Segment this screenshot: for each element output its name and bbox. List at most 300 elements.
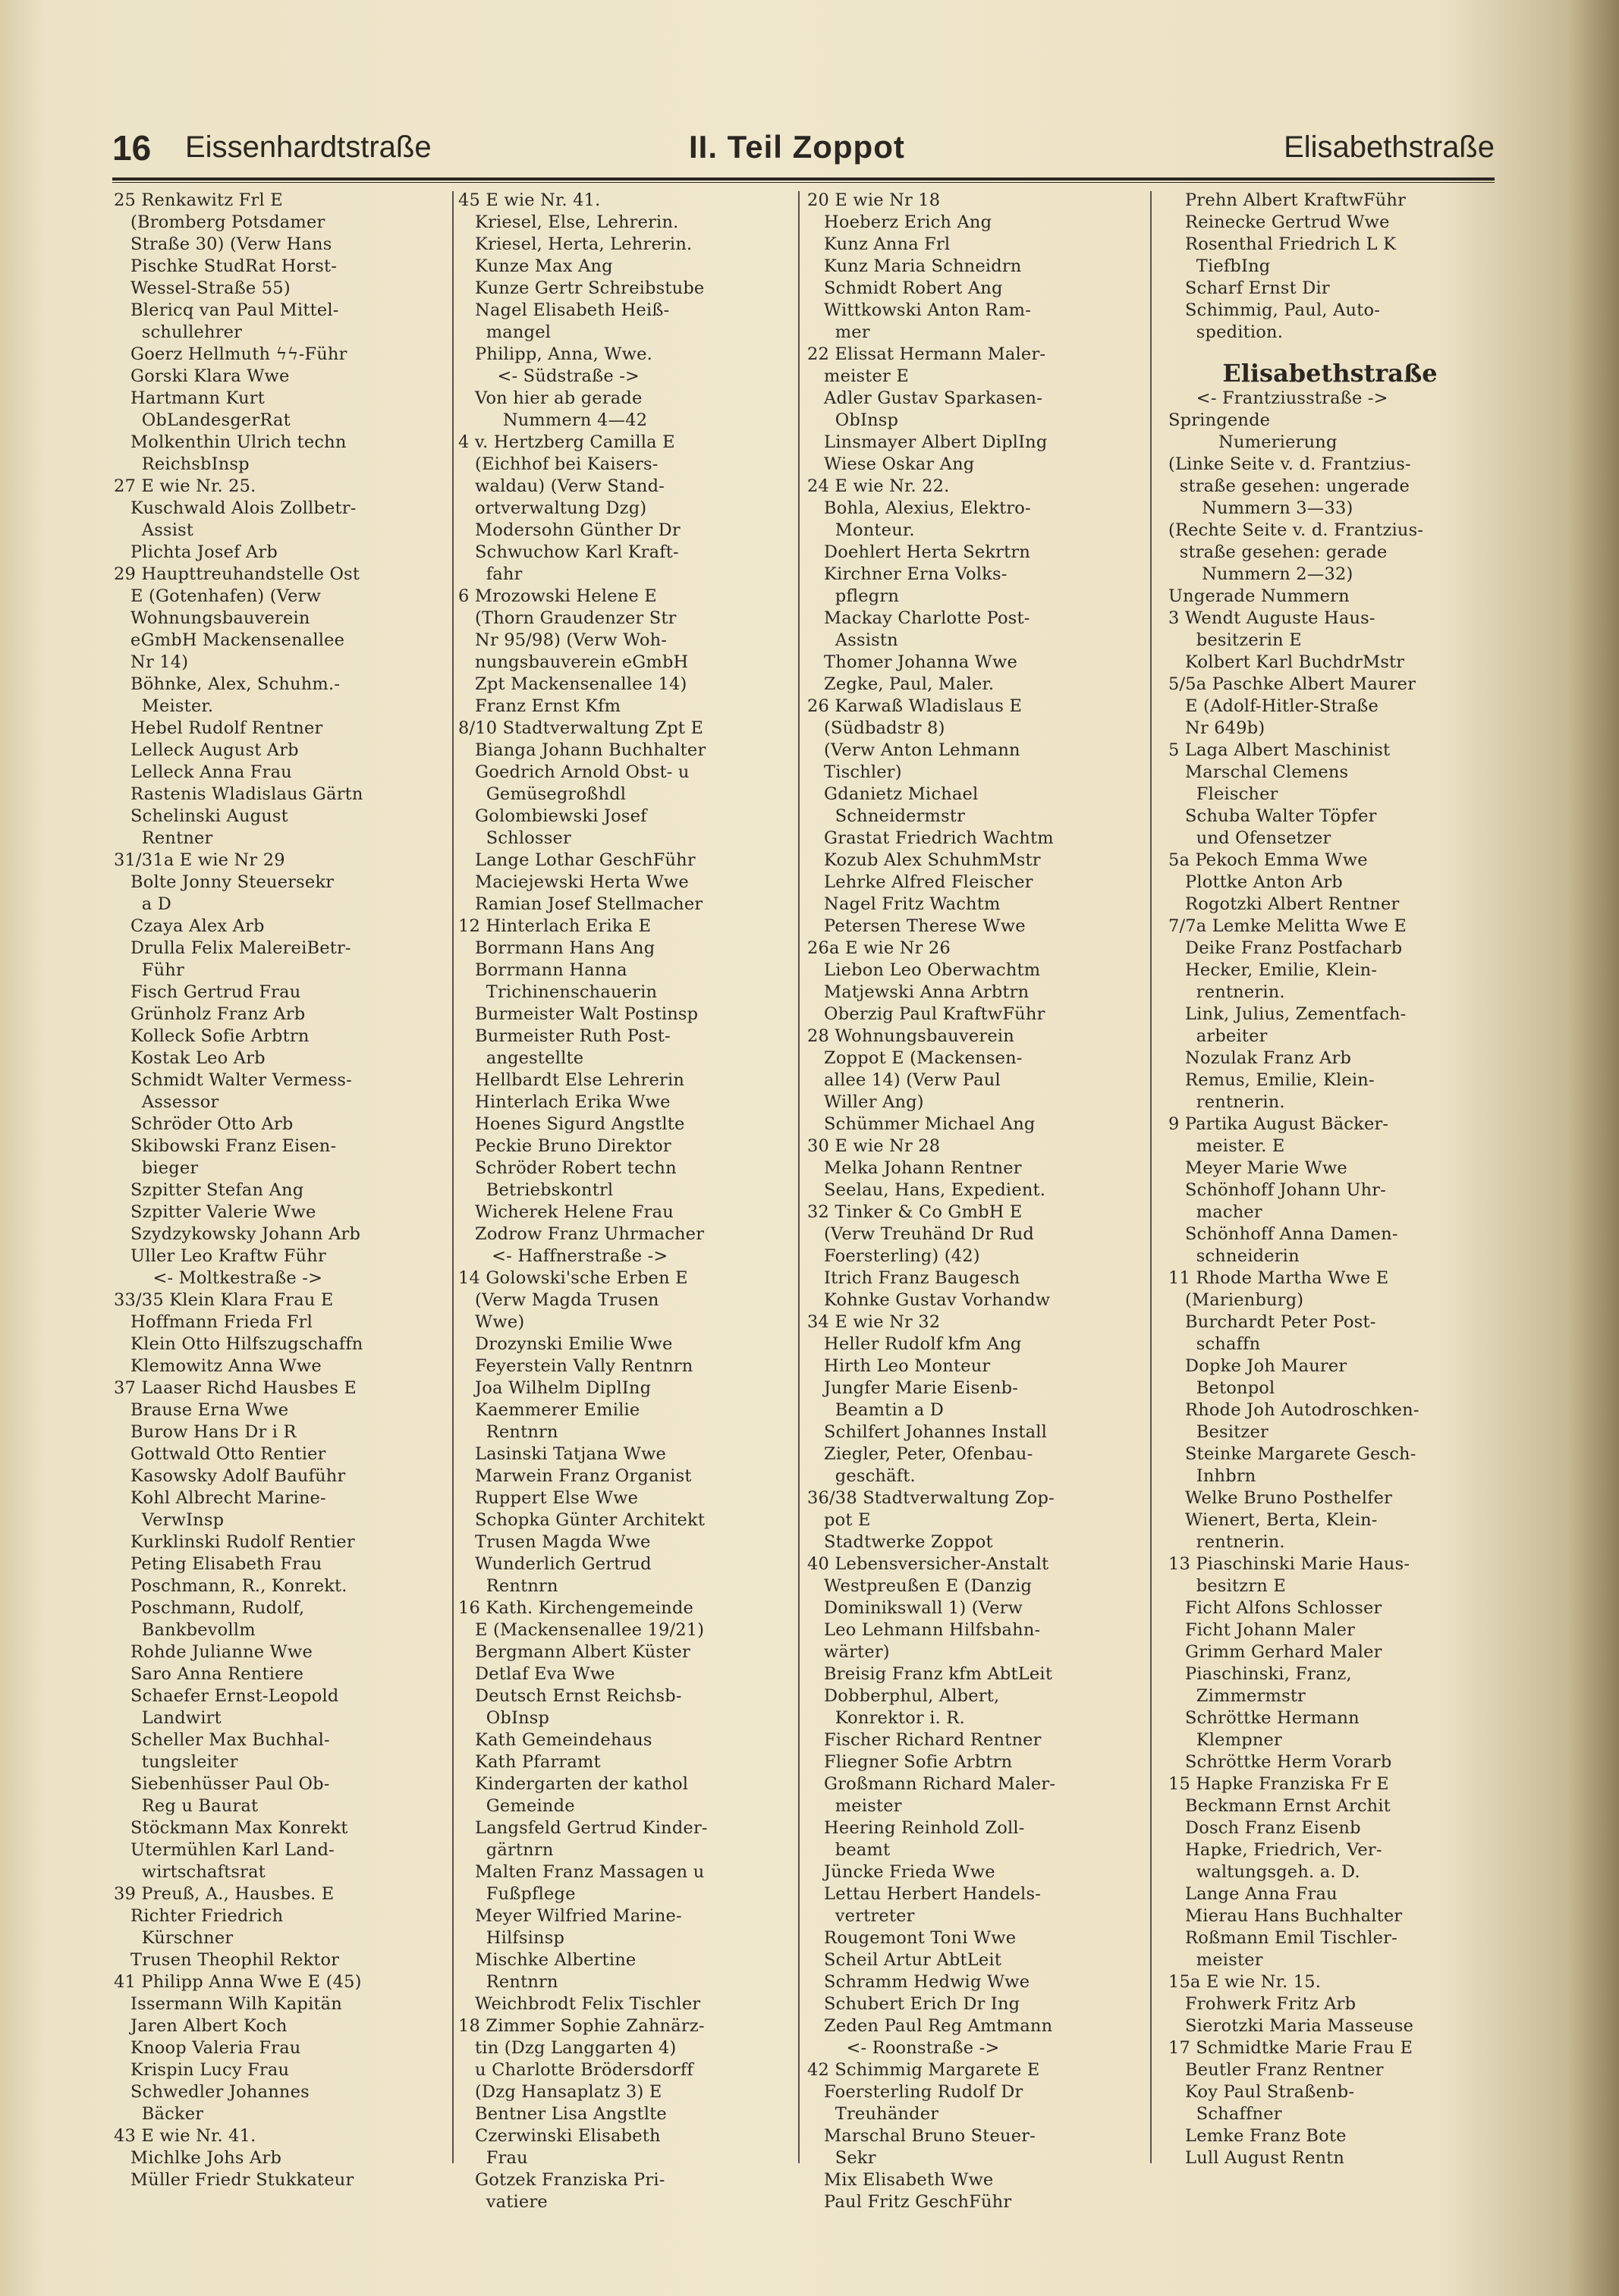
header-rule <box>112 177 1495 181</box>
directory-line: 28 Wohnungsbauverein <box>807 1026 1014 1046</box>
directory-line: Foersterling) (42) <box>807 1246 980 1266</box>
directory-line: Hapke, Friedrich, Ver- <box>1168 1840 1382 1860</box>
directory-line: Wienert, Berta, Klein- <box>1168 1510 1378 1530</box>
directory-line: (Rechte Seite v. d. Frantzius- <box>1168 520 1424 540</box>
directory-line: Wwe) <box>458 1312 525 1332</box>
directory-line: Borrmann Hans Ang <box>458 938 655 958</box>
directory-line: Kohnke Gustav Vorhandw <box>807 1290 1051 1310</box>
directory-line: 37 Laaser Richd Hausbes E <box>114 1378 357 1398</box>
directory-line: Utermühlen Karl Land- <box>114 1840 335 1860</box>
directory-line: Hebel Rudolf Rentner <box>114 718 323 738</box>
directory-line: Nagel Elisabeth Heiß- <box>458 300 670 320</box>
directory-line: besitzerin E <box>1168 630 1302 650</box>
directory-line: Fußpflege <box>458 1884 576 1904</box>
directory-line: Philipp, Anna, Wwe. <box>458 344 652 364</box>
directory-line: nungsbauverein eGmbH <box>458 652 689 672</box>
directory-line: (Linke Seite v. d. Frantzius- <box>1168 454 1411 474</box>
directory-line: Willer Ang) <box>807 1092 924 1112</box>
directory-line: ObLandesgerRat <box>114 410 291 430</box>
directory-line: Sekr <box>807 2148 876 2168</box>
directory-line: Drozynski Emilie Wwe <box>458 1334 673 1354</box>
directory-line: schneiderin <box>1168 1246 1300 1266</box>
directory-line: Michlke Johs Arb <box>114 2148 282 2168</box>
directory-line: Matjewski Anna Arbtrn <box>807 982 1030 1002</box>
directory-line: Tischler) <box>807 762 902 782</box>
directory-line: Klempner <box>1168 1730 1282 1750</box>
directory-line: Bankbevollm <box>114 1620 256 1640</box>
directory-line: E (Gotenhafen) (Verw <box>114 586 322 606</box>
directory-line: Breisig Franz kfm AbtLeit <box>807 1664 1053 1684</box>
directory-line: Welke Bruno Posthelfer <box>1168 1488 1393 1508</box>
directory-line: meister. E <box>1168 1136 1285 1156</box>
directory-line: ortverwaltung Dzg) <box>458 498 647 518</box>
directory-line: Bergmann Albert Küster <box>458 1642 690 1662</box>
directory-line: Prehn Albert KraftwFühr <box>1168 190 1407 210</box>
directory-line: Beckmann Ernst Archit <box>1168 1796 1391 1816</box>
directory-line: Mackay Charlotte Post- <box>807 608 1030 628</box>
directory-line: Heller Rudolf kfm Ang <box>807 1334 1022 1354</box>
directory-line: Schaffner <box>1168 2104 1282 2124</box>
directory-line: Lettau Herbert Handels- <box>807 1884 1042 1904</box>
directory-line: Schneidermstr <box>807 806 966 826</box>
directory-line: Lange Lothar GeschFühr <box>458 850 696 870</box>
directory-line: 5a Pekoch Emma Wwe <box>1168 850 1368 870</box>
directory-line: Nummern 4—42 <box>458 410 648 430</box>
directory-line: Siebenhüsser Paul Ob- <box>114 1774 330 1794</box>
directory-line: E (Adolf-Hitler-Straße <box>1168 696 1379 716</box>
directory-line: 32 Tinker & Co GmbH E <box>807 1202 1023 1222</box>
directory-line: Rentnrn <box>458 1422 558 1442</box>
directory-line: Mierau Hans Buchhalter <box>1168 1906 1403 1926</box>
directory-line: Schubert Erich Dr Ing <box>807 1994 1020 2014</box>
directory-line: (Verw Magda Trusen <box>458 1290 659 1310</box>
directory-line: Kuschwald Alois Zollbetr- <box>114 498 357 518</box>
directory-line: Kozub Alex SchuhmMstr <box>807 850 1041 870</box>
directory-line: <- Moltkestraße -> <box>114 1268 323 1288</box>
directory-line: Rastenis Wladislaus Gärtn <box>114 784 363 804</box>
directory-line: Nagel Fritz Wachtm <box>807 894 1001 914</box>
directory-line: Hoenes Sigurd Angstlte <box>458 1114 685 1134</box>
directory-line: Lull August Rentn <box>1168 2148 1345 2168</box>
directory-line: Peting Elisabeth Frau <box>114 1554 322 1574</box>
directory-line: Trusen Theophil Rektor <box>114 1950 340 1970</box>
directory-line: Dosch Franz Eisenb <box>1168 1818 1361 1838</box>
directory-line: Malten Franz Massagen u <box>458 1862 705 1882</box>
directory-line: mer <box>807 322 870 342</box>
directory-line: (Verw Anton Lehmann <box>807 740 1020 760</box>
directory-line: Stadtwerke Zoppot <box>807 1532 993 1552</box>
directory-line: Rentnrn <box>458 1576 558 1596</box>
directory-line: Rogotzki Albert Rentner <box>1168 894 1400 914</box>
directory-line: Sierotzki Maria Masseuse <box>1168 2016 1414 2036</box>
directory-line: 27 E wie Nr. 25. <box>114 476 256 496</box>
directory-line: Burow Hans Dr i R <box>114 1422 297 1442</box>
directory-line: Assistn <box>807 630 898 650</box>
directory-line: Wicherek Helene Frau <box>458 1202 674 1222</box>
directory-line: Seelau, Hans, Expedient. <box>807 1180 1046 1200</box>
directory-line: wärter) <box>807 1642 890 1662</box>
directory-line: 29 Haupttreuhandstelle Ost <box>114 564 360 584</box>
directory-line: Plichta Josef Arb <box>114 542 278 562</box>
directory-line: Mischke Albertine <box>458 1950 637 1970</box>
directory-line: Scheil Artur AbtLeit <box>807 1950 1002 1970</box>
directory-line: Zimmermstr <box>1168 1686 1306 1706</box>
directory-line: Doehlert Herta Sekrtrn <box>807 542 1031 562</box>
directory-line: Meyer Wilfried Marine- <box>458 1906 682 1926</box>
directory-line: Bolte Jonny Steuersekr <box>114 872 335 892</box>
directory-line: 5 Laga Albert Maschinist <box>1168 740 1391 760</box>
directory-line: Oberzig Paul KraftwFühr <box>807 1004 1045 1024</box>
directory-line: Lehrke Alfred Fleischer <box>807 872 1033 892</box>
directory-line: Kunz Maria Schneidrn <box>807 256 1022 276</box>
directory-line: Ziegler, Peter, Ofenbau- <box>807 1444 1033 1464</box>
directory-line: Grimm Gerhard Maler <box>1168 1642 1382 1662</box>
directory-line: Beamtin a D <box>807 1400 945 1420</box>
directory-line: Roßmann Emil Tischler- <box>1168 1928 1397 1948</box>
directory-line: (Thorn Graudenzer Str <box>458 608 677 628</box>
directory-line: 25 Renkawitz Frl E <box>114 190 283 210</box>
page-gutter-shadow <box>1566 0 1619 2296</box>
directory-line: geschäft. <box>807 1466 916 1486</box>
directory-line: Nummern 3—33) <box>1168 498 1353 518</box>
column-divider <box>1150 191 1152 2163</box>
directory-line: Inhbrn <box>1168 1466 1256 1486</box>
directory-line: Jaren Albert Koch <box>114 2016 288 2036</box>
directory-line: Zegke, Paul, Maler. <box>807 674 995 694</box>
directory-line: Skibowski Franz Eisen- <box>114 1136 337 1156</box>
directory-line: Rosenthal Friedrich L K <box>1168 234 1397 254</box>
directory-line: Fischer Richard Rentner <box>807 1730 1042 1750</box>
directory-line: Rougemont Toni Wwe <box>807 1928 1017 1948</box>
directory-line: Rentner <box>114 828 213 848</box>
page-header <box>112 127 1495 177</box>
directory-line: Meyer Marie Wwe <box>1168 1158 1347 1178</box>
directory-line: Stöckmann Max Konrekt <box>114 1818 348 1838</box>
directory-line: beamt <box>807 1840 891 1860</box>
directory-line: tungsleiter <box>114 1752 238 1772</box>
directory-line: Böhnke, Alex, Schuhm.- <box>114 674 341 694</box>
directory-line: Thomer Johanna Wwe <box>807 652 1017 672</box>
directory-line: Schwedler Johannes <box>114 2082 310 2102</box>
directory-line: ReichsbInsp <box>114 454 250 474</box>
header-center-title: II. Teil Zoppot <box>689 129 905 165</box>
directory-line: (Südbadstr 8) <box>807 718 945 738</box>
directory-line: Borrmann Hanna <box>458 960 627 980</box>
directory-line: Schuba Walter Töpfer <box>1168 806 1377 826</box>
directory-line: Deutsch Ernst Reichsb- <box>458 1686 682 1706</box>
directory-line: Foersterling Rudolf Dr <box>807 2082 1023 2102</box>
directory-line: wirtschaftsrat <box>114 1862 266 1882</box>
directory-line: Petersen Therese Wwe <box>807 916 1026 936</box>
directory-line: Trichinenschauerin <box>458 982 658 1002</box>
directory-line: (Dzg Hansaplatz 3) E <box>458 2082 662 2102</box>
directory-line: gärtnrn <box>458 1840 554 1860</box>
directory-line: Betriebskontrl <box>458 1180 614 1200</box>
directory-line: Von hier ab gerade <box>458 388 643 408</box>
header-rule-thin <box>112 182 1495 183</box>
directory-line: meister <box>807 1796 902 1816</box>
directory-line: Itrich Franz Baugesch <box>807 1268 1020 1288</box>
directory-line: ObInsp <box>807 410 899 430</box>
directory-line: <- Roonstraße -> <box>807 2038 1000 2058</box>
directory-line: pflegrn <box>807 586 900 606</box>
directory-line: Kath Gemeindehaus <box>458 1730 652 1750</box>
directory-line: waldau) (Verw Stand- <box>458 476 665 496</box>
directory-line: Schümmer Michael Ang <box>807 1114 1036 1134</box>
directory-line: <- Frantziusstraße -> <box>1168 388 1388 408</box>
directory-line: Ungerade Nummern <box>1168 586 1350 606</box>
directory-line: Fisch Gertrud Frau <box>114 982 301 1002</box>
directory-line: Kolbert Karl BuchdrMstr <box>1168 652 1405 672</box>
header-left-street: Eissenhardtstraße <box>185 130 432 164</box>
directory-line: 36/38 Stadtverwaltung Zop- <box>807 1488 1055 1508</box>
directory-line: bieger <box>114 1158 199 1178</box>
directory-line: Nr 649b) <box>1168 718 1265 738</box>
directory-line: Scheller Max Buchhal- <box>114 1730 330 1750</box>
directory-line: 15a E wie Nr. 15. <box>1168 1972 1322 1992</box>
directory-line: Franz Ernst Kfm <box>458 696 621 716</box>
directory-line: (Bromberg Potsdamer <box>114 212 325 232</box>
directory-line: Remus, Emilie, Klein- <box>1168 1070 1375 1090</box>
directory-line: meister E <box>807 366 909 386</box>
directory-line: Lelleck Anna Frau <box>114 762 292 782</box>
directory-line: rentnerin. <box>1168 1092 1285 1112</box>
directory-line: Schönhoff Anna Damen- <box>1168 1224 1398 1244</box>
directory-line: Hoeberz Erich Ang <box>807 212 992 232</box>
directory-line: pot E <box>807 1510 871 1530</box>
directory-line: u Charlotte Brödersdorff <box>458 2060 693 2080</box>
column-4 <box>1168 190 1492 2177</box>
directory-line: Kirchner Erna Volks- <box>807 564 1008 584</box>
directory-line: Lange Anna Frau <box>1168 1884 1338 1904</box>
directory-line: Bohla, Alexius, Elektro- <box>807 498 1031 518</box>
directory-line: 14 Golowski'sche Erben E <box>458 1268 688 1288</box>
directory-line: Burchardt Peter Post- <box>1168 1312 1376 1332</box>
directory-line: Jungfer Marie Eisenb- <box>807 1378 1019 1398</box>
directory-line: Issermann Wilh Kapitän <box>114 1994 342 2014</box>
directory-line: Großmann Richard Maler- <box>807 1774 1056 1794</box>
directory-line: tin (Dzg Langgarten 4) <box>458 2038 677 2058</box>
directory-line: Wittkowski Anton Ram- <box>807 300 1032 320</box>
directory-line: Fliegner Sofie Arbtrn <box>807 1752 1013 1772</box>
directory-line: Fleischer <box>1168 784 1278 804</box>
directory-line: Poschmann, R., Konrekt. <box>114 1576 347 1596</box>
directory-line: eGmbH Mackensenallee <box>114 630 345 650</box>
directory-line: 45 E wie Nr. 41. <box>458 190 601 210</box>
directory-line: meister <box>1168 1950 1263 1970</box>
directory-line: Landwirt <box>114 1708 222 1728</box>
directory-line: arbeiter <box>1168 1026 1268 1046</box>
directory-line: 11 Rhode Martha Wwe E <box>1168 1268 1389 1288</box>
directory-line: Hecker, Emilie, Klein- <box>1168 960 1378 980</box>
directory-line: Nr 95/98) (Verw Woh- <box>458 630 668 650</box>
directory-line: Kaemmerer Emilie <box>458 1400 640 1420</box>
column-3 <box>807 190 1130 2212</box>
directory-line: 4 v. Hertzberg Camilla E <box>458 432 675 452</box>
directory-line: Piaschinski, Franz, <box>1168 1664 1352 1684</box>
directory-line: Rentnrn <box>458 1972 558 1992</box>
directory-line: spedition. <box>1168 322 1284 342</box>
directory-line: Szydzykowsky Johann Arb <box>114 1224 361 1244</box>
directory-line: Springende <box>1168 410 1271 430</box>
directory-line: Kath Pfarramt <box>458 1752 601 1772</box>
directory-line: (Eichhof bei Kaisers- <box>458 454 659 474</box>
directory-line: (Marienburg) <box>1168 1290 1304 1310</box>
directory-line: Schröttke Hermann <box>1168 1708 1360 1728</box>
directory-line: ObInsp <box>458 1708 550 1728</box>
directory-line: Schlosser <box>458 828 571 848</box>
directory-line: Lasinski Tatjana Wwe <box>458 1444 667 1464</box>
directory-line: Liebon Leo Oberwachtm <box>807 960 1041 980</box>
directory-line: 22 Elissat Hermann Maler- <box>807 344 1046 364</box>
directory-line: Burmeister Walt Postinsp <box>458 1004 699 1024</box>
directory-line: Richter Friedrich <box>114 1906 284 1926</box>
directory-line: Schönhoff Johann Uhr- <box>1168 1180 1387 1200</box>
directory-line: Ramian Josef Stellmacher <box>458 894 703 914</box>
directory-line: Bianga Johann Buchhalter <box>458 740 706 760</box>
directory-line: Treuhänder <box>807 2104 939 2124</box>
directory-line: Trusen Magda Wwe <box>458 1532 651 1552</box>
directory-line: Nr 14) <box>114 652 189 672</box>
directory-line: Bentner Lisa Angstlte <box>458 2104 667 2124</box>
page-number: 16 <box>112 128 152 168</box>
directory-line: 6 Mrozowski Helene E <box>458 586 657 606</box>
directory-line: Blericq van Paul Mittel- <box>114 300 339 320</box>
directory-line: allee 14) (Verw Paul <box>807 1070 1001 1090</box>
directory-line: 17 Schmidtke Marie Frau E <box>1168 2038 1413 2058</box>
directory-line: Wohnungsbauverein <box>114 608 310 628</box>
directory-line: Kunze Gertr Schreibstube <box>458 278 705 298</box>
directory-line: Kunze Max Ang <box>458 256 613 276</box>
directory-line: Konrektor i. R. <box>807 1708 965 1728</box>
directory-line: Assessor <box>114 1092 219 1112</box>
directory-line: Wessel-Straße 55) <box>114 278 291 298</box>
directory-line: Lelleck August Arb <box>114 740 299 760</box>
directory-line: Monteur. <box>807 520 915 540</box>
directory-line: Reg u Baurat <box>114 1796 259 1816</box>
directory-line: Modersohn Günther Dr <box>458 520 681 540</box>
directory-line: 3 Wendt Auguste Haus- <box>1168 608 1375 628</box>
directory-line: Deike Franz Postfacharb <box>1168 938 1403 958</box>
directory-line: Detlaf Eva Wwe <box>458 1664 615 1684</box>
directory-line: Schramm Hedwig Wwe <box>807 1972 1030 1992</box>
directory-line: Schmidt Walter Vermess- <box>114 1070 352 1090</box>
directory-line: Kindergarten der kathol <box>458 1774 689 1794</box>
directory-line: Adler Gustav Sparkasen- <box>807 388 1043 408</box>
directory-line: Schopka Günter Architekt <box>458 1510 706 1530</box>
directory-line: Grünholz Franz Arb <box>114 1004 306 1024</box>
directory-line: <- Haffnerstraße -> <box>458 1246 668 1266</box>
directory-line: Frau <box>458 2148 528 2168</box>
directory-line: a D <box>114 894 171 914</box>
directory-line: Dominikswall 1) (Verw <box>807 1598 1023 1618</box>
directory-line: Hoffmann Frieda Frl <box>114 1312 313 1332</box>
directory-line: Poschmann, Rudolf, <box>114 1598 305 1618</box>
directory-line: <- Südstraße -> <box>458 366 640 386</box>
directory-line: Schmidt Robert Ang <box>807 278 1003 298</box>
directory-line: besitzrn E <box>1168 1576 1286 1596</box>
directory-line: rentnerin. <box>1168 1532 1285 1552</box>
directory-line: Uller Leo Kraftw Führ <box>114 1246 326 1266</box>
directory-line: Klein Otto Hilfszugschaffn <box>114 1334 363 1354</box>
directory-line: Hellbardt Else Lehrerin <box>458 1070 685 1090</box>
directory-line: Schröder Robert techn <box>458 1158 677 1178</box>
directory-line: 15 Hapke Franziska Fr E <box>1168 1774 1389 1794</box>
directory-line: Gottwald Otto Rentier <box>114 1444 326 1464</box>
directory-line: Jüncke Frieda Wwe <box>807 1862 995 1882</box>
directory-line: Ficht Alfons Schlosser <box>1168 1598 1382 1618</box>
directory-line: Marwein Franz Organist <box>458 1466 692 1486</box>
directory-line: E (Mackensenallee 19/21) <box>458 1620 705 1640</box>
directory-line: Zeden Paul Reg Amtmann <box>807 2016 1053 2036</box>
directory-line: Heering Reinhold Zoll- <box>807 1818 1025 1838</box>
directory-line: Rhode Joh Autodroschken- <box>1168 1400 1419 1420</box>
directory-line: Meister. <box>114 696 214 716</box>
directory-line: rentnerin. <box>1168 982 1285 1002</box>
directory-line: Steinke Margarete Gesch- <box>1168 1444 1416 1464</box>
directory-line: vertreter <box>807 1906 915 1926</box>
directory-line: 34 E wie Nr 32 <box>807 1312 941 1332</box>
directory-line: Hinterlach Erika Wwe <box>458 1092 671 1112</box>
directory-line: Wunderlich Gertrud <box>458 1554 652 1574</box>
directory-line: 42 Schimmig Margarete E <box>807 2060 1040 2080</box>
directory-line: Müller Friedr Stukkateur <box>114 2170 354 2190</box>
directory-line: Reinecke Gertrud Wwe <box>1168 212 1390 232</box>
directory-line: Gotzek Franziska Pri- <box>458 2170 665 2190</box>
directory-line: Czaya Alex Arb <box>114 916 265 936</box>
directory-line: Assist <box>114 520 194 540</box>
directory-line: Führ <box>114 960 184 980</box>
directory-line: Rohde Julianne Wwe <box>114 1642 313 1662</box>
directory-line: 12 Hinterlach Erika E <box>458 916 652 936</box>
directory-line: Schaefer Ernst-Leopold <box>114 1686 339 1706</box>
directory-line: macher <box>1168 1202 1262 1222</box>
directory-line: Schimmig, Paul, Auto- <box>1168 300 1380 320</box>
directory-line: 8/10 Stadtverwaltung Zpt E <box>458 718 704 738</box>
directory-line: Drulla Felix MalereiBetr- <box>114 938 351 958</box>
directory-line: Scharf Ernst Dir <box>1168 278 1330 298</box>
directory-line: und Ofensetzer <box>1168 828 1331 848</box>
column-divider <box>452 191 454 2163</box>
directory-line: Hilfsinsp <box>458 1928 565 1948</box>
directory-line: (Verw Treuhänd Dr Rud <box>807 1224 1035 1244</box>
directory-line: Krispin Lucy Frau <box>114 2060 290 2080</box>
directory-line: TiefbIng <box>1168 256 1271 276</box>
directory-line: 13 Piaschinski Marie Haus- <box>1168 1554 1410 1574</box>
directory-line: Mix Elisabeth Wwe <box>807 2170 994 2190</box>
directory-line: Szpitter Stefan Ang <box>114 1180 304 1200</box>
directory-line: Paul Fritz GeschFühr <box>807 2192 1012 2212</box>
directory-line: waltungsgeh. a. D. <box>1168 1862 1360 1882</box>
section-heading: Elisabethstraße <box>1222 359 1438 388</box>
directory-line: Burmeister Ruth Post- <box>458 1026 671 1046</box>
directory-line: Kürschner <box>114 1928 234 1948</box>
directory-line: angestellte <box>458 1048 584 1068</box>
directory-line: Zodrow Franz Uhrmacher <box>458 1224 705 1244</box>
directory-line: Kasowsky Adolf Bauführ <box>114 1466 346 1486</box>
directory-line: 9 Partika August Bäcker- <box>1168 1114 1389 1134</box>
directory-line: Weichbrodt Felix Tischler <box>458 1994 701 2014</box>
directory-line: Gemüsegroßhdl <box>458 784 627 804</box>
directory-line: Kriesel, Herta, Lehrerin. <box>458 234 693 254</box>
directory-line: 16 Kath. Kirchengemeinde <box>458 1598 694 1618</box>
directory-line: 26a E wie Nr 26 <box>807 938 951 958</box>
directory-line: Nummern 2—32) <box>1168 564 1353 584</box>
directory-line: Koy Paul Straßenb- <box>1168 2082 1355 2102</box>
column-2 <box>458 190 781 2212</box>
directory-line: Schröder Otto Arb <box>114 1114 294 1134</box>
directory-line: Kurklinski Rudolf Rentier <box>114 1532 355 1552</box>
